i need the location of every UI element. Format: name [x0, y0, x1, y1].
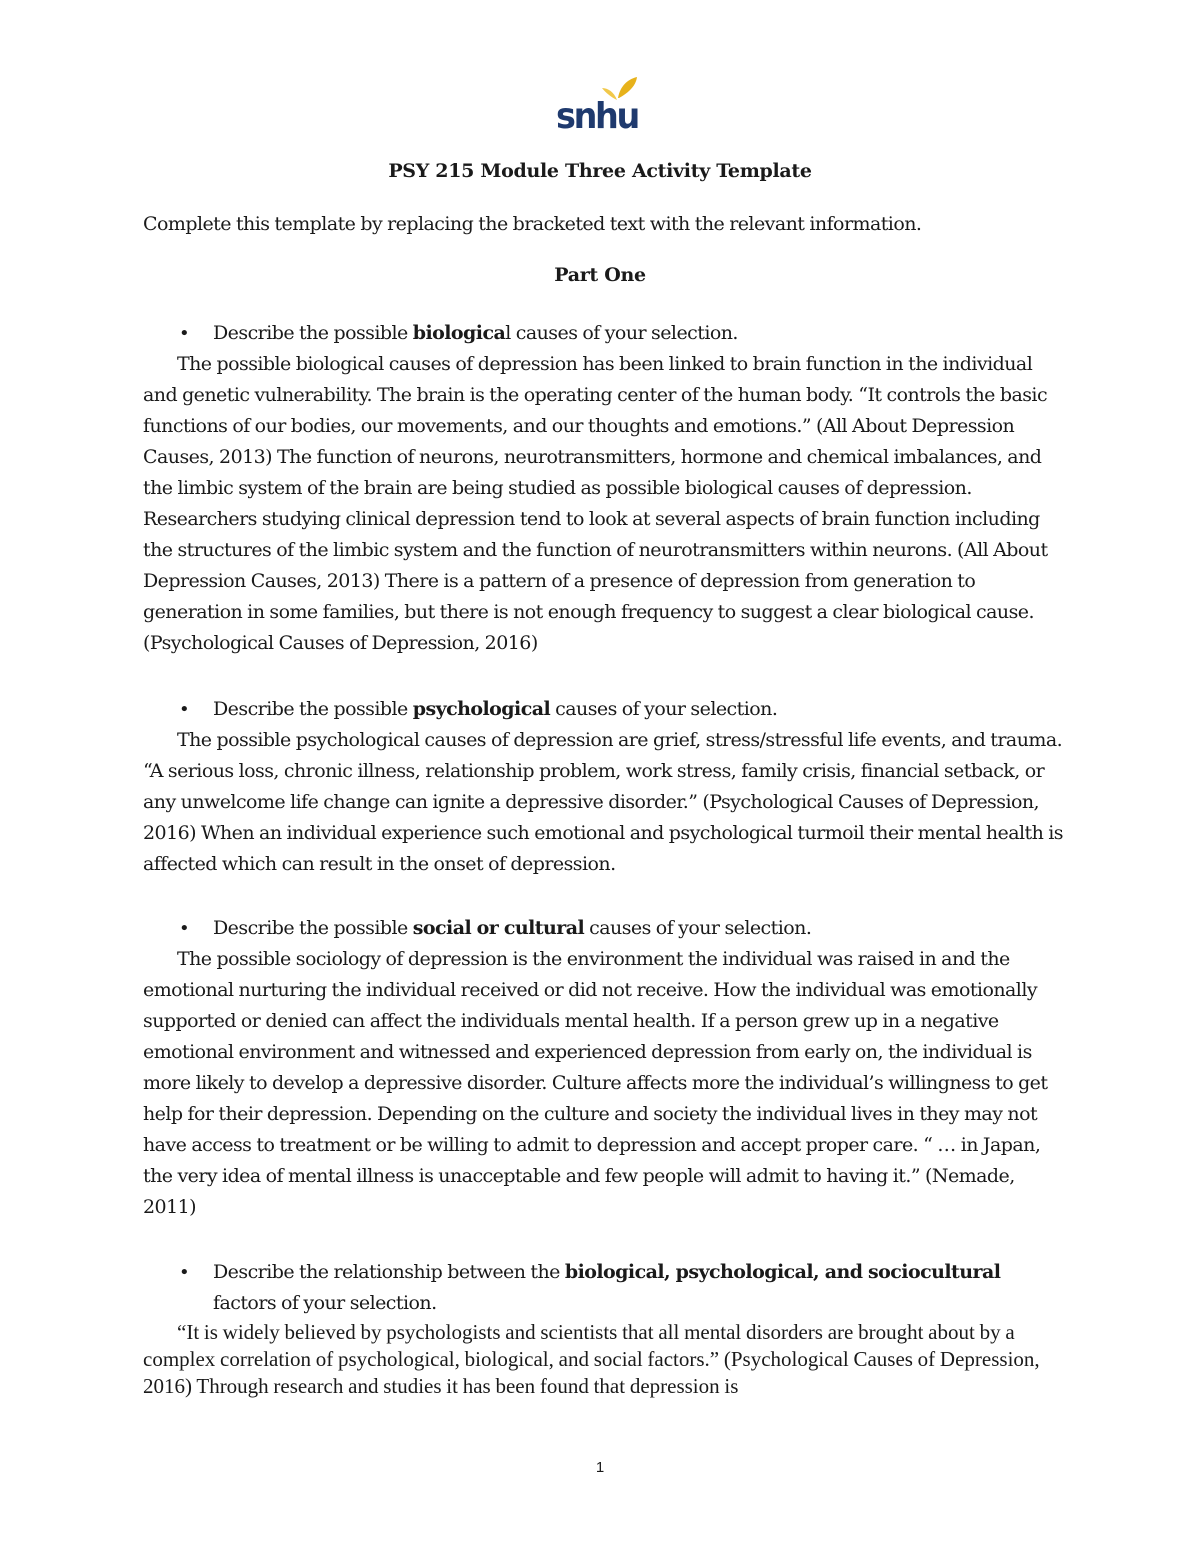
prompt-text: Describe the possible	[213, 917, 413, 939]
prompt-psychological	[143, 694, 1068, 725]
document-title: PSY 215 Module Three Activity Template	[388, 160, 812, 182]
prompt-keyword: biological, psychological, and sociocultural	[564, 1261, 1001, 1283]
prompt-text: Describe the possible	[213, 698, 413, 720]
snhu-logo-graphic	[556, 76, 640, 132]
leaf-icon	[618, 77, 637, 98]
prompt-social-cultural	[143, 913, 1068, 944]
bullet-icon: •	[179, 918, 190, 939]
prompt-text-end: l causes of your selection.	[505, 322, 738, 344]
bullet-icon: •	[179, 1262, 190, 1283]
snhu-logo	[556, 76, 640, 132]
prompt-biological	[143, 318, 1068, 349]
prompt-text: Describe the possible	[213, 322, 413, 344]
instructions-text: Complete this template by replacing the bracketed text with the relevant information.	[143, 213, 922, 235]
section-biological	[143, 318, 1068, 659]
section-psychological	[143, 694, 1068, 880]
section-social-cultural	[143, 913, 1068, 1223]
prompt-relationship	[143, 1257, 1068, 1319]
prompt-text-end: causes of your selection.	[584, 917, 812, 939]
prompt-text-end: causes of your selection.	[550, 698, 778, 720]
section-relationship	[143, 1257, 1068, 1400]
answer-psychological: The possible psychological causes of depression are grief, stress/stressful life events, and trauma. “A serious loss, chronic illness, relationship problem, work stress, family crisis, financial setback, or any unwelcome life change can ignite a depressive disorder.” (Psychological Causes of Depression, 2016) When an individual experience such emotional and psychological turmoil their mental health is affected which can result in the onset of depression.	[143, 729, 1064, 875]
bullet-icon: •	[179, 323, 190, 344]
prompt-keyword: biologica	[412, 322, 506, 344]
prompt-text-end: factors of your selection.	[213, 1292, 437, 1314]
prompt-text: Describe the relationship between the	[213, 1261, 565, 1283]
part-heading: Part One	[554, 264, 646, 286]
answer-relationship: “It is widely believed by psychologists and scientists that all mental disorders are brought about by a complex correlation of psychological, biological, and social factors.” (Psychological Causes of Depression, 2016) Through research and studies it has been found that depression is	[143, 1320, 1040, 1398]
prompt-keyword: social or cultural	[412, 917, 585, 939]
logo-wordmark: snhu	[556, 96, 638, 132]
prompt-keyword: psychological	[412, 698, 551, 720]
answer-social-cultural: The possible sociology of depression is the environment the individual was raised in and the emotional nurturing the individual received or did not receive. How the individual was emotionally supported or denied can affect the individuals mental health. If a person grew up in a negative emotional environment and witnessed and experienced depression from early on, the individual is more likely to develop a depressive disorder. Culture affects more the individual’s willingness to get help for their depression. Depending on the culture and society the individual lives in they may not have access to treatment or be willing to admit to depression and accept proper care. “ … in Japan, the very idea of mental illness is unacceptable and few people will admit to having it.” (Nemade, 2011)	[143, 948, 1048, 1218]
answer-biological: The possible biological causes of depression has been linked to brain function in the individual and genetic vulnerability. The brain is the operating center of the human body. “It controls the basic functions of our bodies, our movements, and our thoughts and emotions.” (All About Depression Causes, 2013) The function of neurons, neurotransmitters, hormone and chemical imbalances, and the limbic system of the brain are being studied as possible biological causes of depression. Researchers studying clinical depression tend to look at several aspects of brain function including the structures of the limbic system and the function of neurotransmitters within neurons. (All About Depression Causes, 2013) There is a pattern of a presence of depression from generation to generation in some families, but there is not enough frequency to suggest a clear biological cause. (Psychological Causes of Depression, 2016)	[143, 353, 1048, 654]
page-number: 1	[595, 1459, 605, 1476]
bullet-icon: •	[179, 699, 190, 720]
